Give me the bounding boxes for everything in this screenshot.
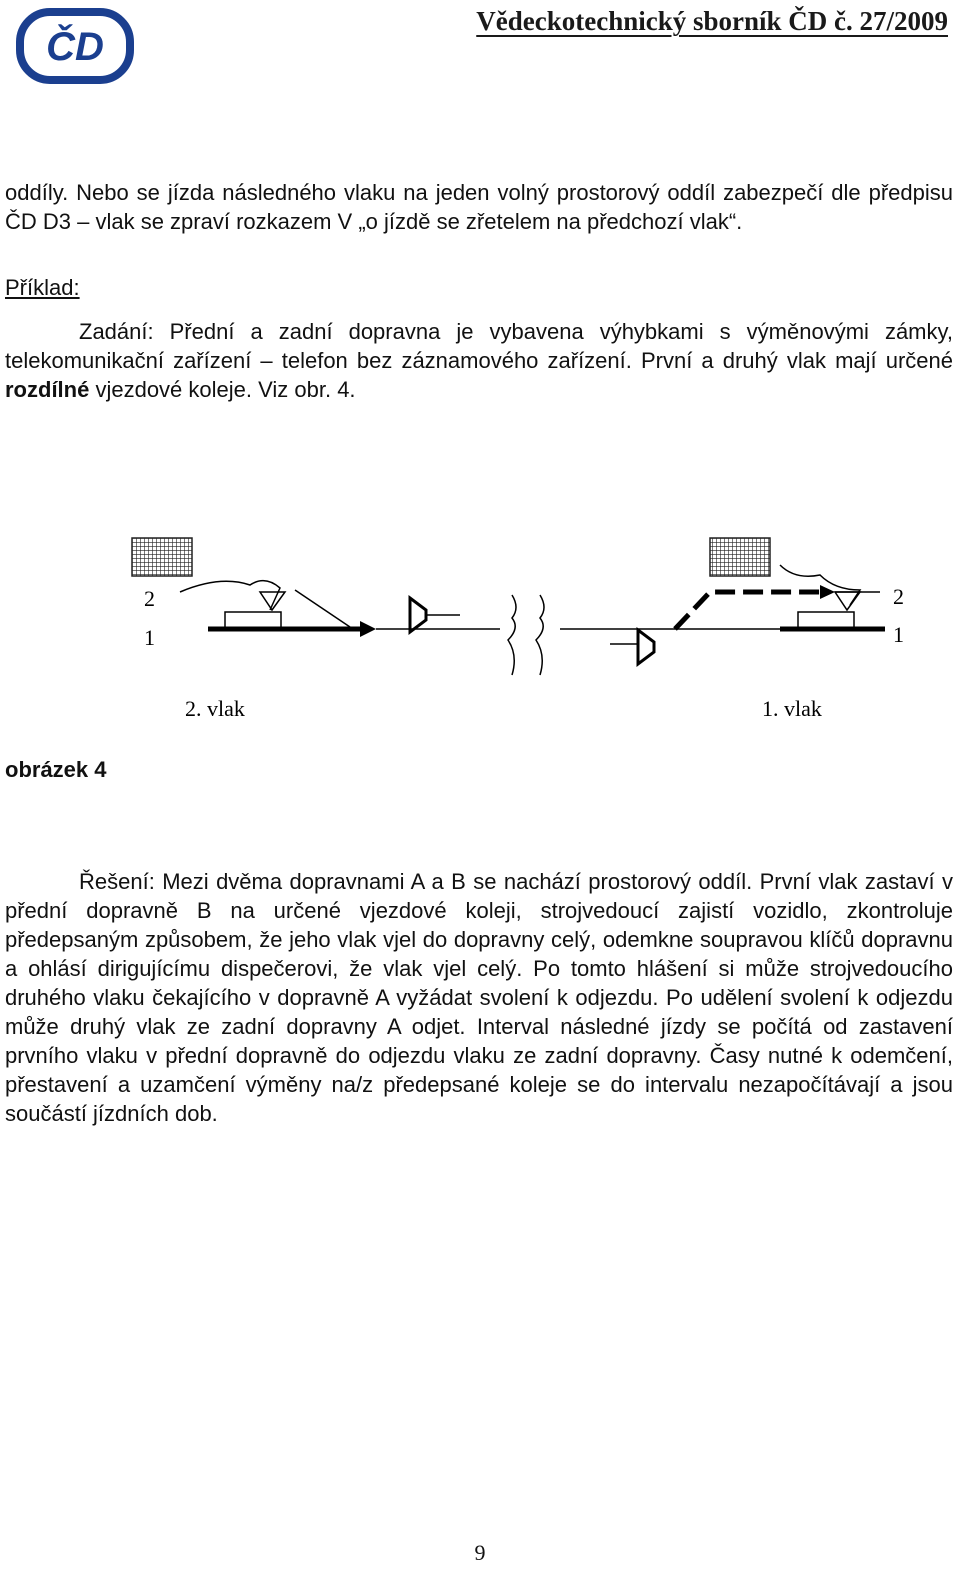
figure-caption: obrázek 4 xyxy=(5,757,107,782)
right-station-building xyxy=(710,538,770,576)
assignment-text-1: Zadání: Přední a zadní dopravna je vybavena výhybkami s výměnovými zámky, telekomunikační zařízení – telefon bez záznamového zařízení. První a druhý vlak mají určené xyxy=(5,319,953,373)
left-signal xyxy=(410,598,426,632)
break-mark-1 xyxy=(508,595,516,675)
left-station-building xyxy=(132,538,192,576)
logo-lettering: ČD xyxy=(46,25,104,69)
train-label-2: 2. vlak xyxy=(185,696,245,721)
paragraph-assignment xyxy=(5,317,953,404)
left-platform xyxy=(225,612,281,628)
left-track-label-1: 1 xyxy=(144,625,155,650)
journal-title: Vědeckotechnický sborník ČD č. 27/2009 xyxy=(476,6,948,36)
right-train-arrow-2 xyxy=(820,585,835,599)
right-signal xyxy=(638,630,654,664)
page-number: 9 xyxy=(474,1540,486,1565)
paragraph-solution: Řešení: Mezi dvěma dopravnami A a B se nachází prostorový oddíl. První vlak zastaví v přední dopravně B na určené vjezdové koleji, strojvedoucí zajistí vozidlo, zkontroluje předepsaným způsobem, že jeho vlak vjel do dopravny celý, odemkne soupravou klíčů dopravnu a ohlásí dirigujícímu dispečerovi, že vlak vjel celý. Po tomto hlášení si může strojvedoucího druhého vlaku čekajícího v dopravně A vyžádat svolení k odjezdu. Po udělení svolení k odjezdu může druhý vlak ze zadní dopravny A odjet. Interval následné jízdy se počítá od zastavení prvního vlaku v přední dopravně do odjezdu vlaku ze zadní dopravny. Časy nutné k odemčení, přestavení a uzamčení výměny na/z předepsané koleje se do intervalu nezapočítávají a jsou součástí jízdních dob. xyxy=(5,869,953,1126)
left-signal-wire xyxy=(180,581,280,610)
left-track-label-2: 2 xyxy=(144,586,155,611)
train-label-1: 1. vlak xyxy=(762,696,822,721)
cd-logo xyxy=(16,6,134,86)
paragraph-intro: oddíly. Nebo se jízda následného vlaku na jeden volný prostorový oddíl zabezpečí dle předpisu ČD D3 – vlak se zpraví rozkazem V „o jízdě se zřetelem na předchozí vlak“. xyxy=(5,180,953,234)
left-train-arrow xyxy=(360,621,376,637)
track-diagram xyxy=(120,530,920,730)
left-switch-indicator xyxy=(260,592,285,610)
right-platform xyxy=(798,612,854,628)
right-track-label-1: 1 xyxy=(893,622,904,647)
example-label: Příklad: xyxy=(5,275,80,300)
right-track-label-2: 2 xyxy=(893,584,904,609)
break-mark-2 xyxy=(536,595,544,675)
assignment-bold: rozdílné xyxy=(5,377,90,402)
assignment-text-2: vjezdové koleje. Viz obr. 4. xyxy=(89,377,356,402)
left-switch-line xyxy=(295,590,350,627)
